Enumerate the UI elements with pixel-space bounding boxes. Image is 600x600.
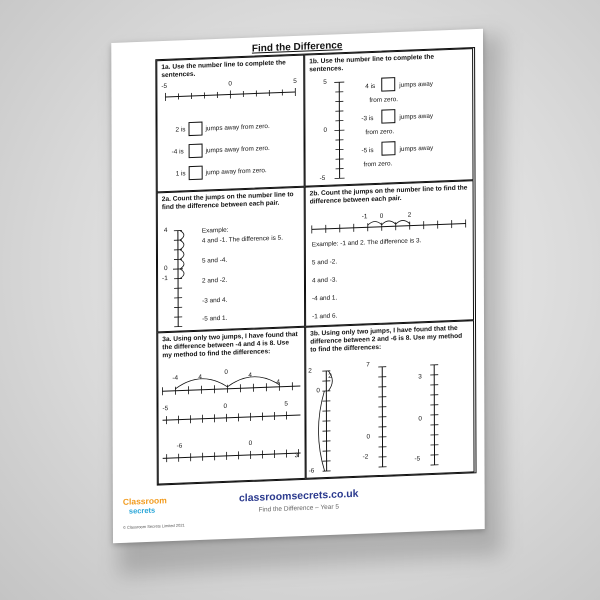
example-2b: Example: -1 and 2. The difference is 3.	[311, 237, 422, 249]
label-3b-1-bottom: -6	[308, 467, 315, 475]
label-3b-2-zero: 0	[366, 433, 371, 441]
worksheet-title: Find the Difference	[251, 40, 343, 55]
question-3b	[305, 320, 474, 479]
label-3a-1-minus4: -4	[172, 374, 179, 382]
row-1b-3-before: -5 is	[361, 146, 374, 155]
logo-text-top: Classroom	[122, 495, 167, 507]
example-2a: 4 and -1. The difference is 5.	[201, 234, 283, 245]
pair-2b-2: 4 and -3.	[311, 276, 338, 285]
answer-box-1a-3[interactable]	[189, 166, 203, 181]
label-1a-zero: 0	[228, 80, 232, 88]
label-3a-2-max: 5	[284, 400, 288, 408]
answer-box-1a-1[interactable]	[188, 122, 202, 137]
row-1b-2-after: jumps away	[399, 112, 434, 121]
question-3a	[157, 327, 305, 485]
answer-box-1a-2[interactable]	[189, 144, 203, 159]
pair-2a-1: 5 and -4.	[201, 256, 228, 265]
label-3a-1-zero: 0	[224, 368, 228, 376]
question-2b	[305, 180, 474, 327]
number-line-3a-2	[161, 408, 305, 428]
question-2a-text: 2a. Count the jumps on the number line to find the difference between each pair.	[161, 191, 294, 212]
label-2b-zero: 0	[379, 212, 384, 220]
row-1b-1-before: 4 is	[365, 82, 376, 91]
label-1b-min: -5	[319, 174, 326, 183]
question-3b-text: 3b. Using only two jumps, I have found that the difference between 2 and -6 is 8. Use my method to find the differences:	[310, 324, 463, 354]
row-1a-2-before: -4 is	[171, 148, 184, 156]
label-1a-max: 5	[293, 77, 297, 86]
worksheet-subtitle: Find the Difference – Year 5	[258, 503, 339, 514]
row-1a-2-after: jumps away from zero.	[205, 144, 270, 155]
website-url: classroomsecrets.co.uk	[238, 487, 359, 505]
label-3a-3-min: -6	[176, 442, 183, 450]
question-1a-text: 1a. Use the number line to complete the sentences.	[161, 59, 286, 79]
label-3b-2-bottom: -2	[362, 453, 369, 461]
label-2b-two: 2	[407, 211, 412, 219]
row-1b-2-before: -3 is	[361, 114, 374, 123]
row-1b-3-after2: from zero.	[363, 160, 393, 169]
label-2b-minus1: -1	[361, 213, 368, 221]
number-line-1b	[329, 80, 349, 181]
label-3b-1-top: 2	[308, 367, 312, 375]
label-1b-max: 5	[323, 78, 327, 86]
pair-2a-4: -5 and 1.	[202, 314, 228, 323]
answer-box-1b-2[interactable]	[381, 109, 395, 124]
logo-text-bottom: secrets	[128, 505, 156, 516]
number-line-3b-1	[312, 368, 342, 473]
question-grid	[155, 47, 476, 486]
number-line-3b-2	[372, 364, 392, 469]
label-3b-1-jump: 2	[328, 372, 332, 380]
question-3a-text: 3a. Using only two jumps, I have found that the difference between -4 and 4 is 8. Use my method to find the differences:	[162, 331, 298, 360]
pair-2a-3: -3 and 4.	[202, 296, 228, 305]
label-3a-2-min: -5	[162, 405, 169, 413]
row-1b-1-after2: from zero.	[369, 96, 399, 105]
row-1a-3-after: jump away from zero.	[205, 167, 267, 177]
label-1a-min: -5	[161, 82, 168, 91]
row-1a-1-after: jumps away from zero.	[205, 122, 270, 133]
pair-2b-4: -1 and 6.	[312, 312, 338, 321]
label-3a-1-four: 4	[276, 378, 280, 386]
label-3b-3-zero: 0	[418, 415, 422, 423]
question-1a	[156, 55, 304, 193]
label-3b-3-top: 3	[418, 373, 422, 381]
worksheet	[111, 29, 484, 544]
question-1b	[304, 48, 473, 187]
row-1a-1-before: 2 is	[175, 126, 186, 134]
label-3a-3-max: 3	[294, 452, 299, 460]
label-3b-3-bottom: -5	[414, 455, 421, 463]
label-3b-1-zero: 0	[316, 387, 320, 395]
copyright-text: © Classroom Secrets Limited 2021	[122, 522, 185, 530]
number-line-2b	[310, 211, 470, 237]
row-1a-3-before: 1 is	[175, 170, 186, 178]
row-1b-1-after: jumps away	[399, 80, 433, 89]
number-line-3a-1	[160, 364, 304, 400]
answer-box-1b-3[interactable]	[381, 141, 395, 156]
answer-box-1b-1[interactable]	[381, 77, 395, 92]
label-3a-1-jump1: 4	[198, 373, 202, 381]
question-2a	[157, 187, 305, 333]
label-3a-3-zero: 0	[248, 439, 253, 448]
number-line-2a	[163, 226, 196, 329]
pair-2b-1: 5 and -2.	[311, 258, 338, 267]
question-2b-text: 2b. Count the jumps on the number line to find the difference between each pair.	[309, 184, 468, 206]
label-3a-1-jump2: 4	[248, 371, 252, 379]
row-1b-2-after2: from zero.	[365, 128, 395, 137]
label-2a-zero: 0	[164, 264, 168, 273]
label-2a-top: 4	[163, 226, 168, 235]
label-3a-2-zero: 0	[223, 402, 228, 410]
label-1b-zero: 0	[323, 126, 328, 134]
pair-2b-3: -4 and 1.	[312, 294, 338, 303]
example-2a-label: Example:	[201, 226, 229, 235]
number-line-3b-3	[424, 362, 444, 467]
label-2a-minus1: -1	[162, 274, 168, 283]
label-3b-2-top: 7	[366, 361, 370, 369]
question-1b-text: 1b. Use the number line to complete the sentences.	[309, 53, 435, 74]
row-1b-3-after: jumps away	[399, 144, 434, 154]
pair-2a-2: 2 and -2.	[202, 276, 228, 285]
